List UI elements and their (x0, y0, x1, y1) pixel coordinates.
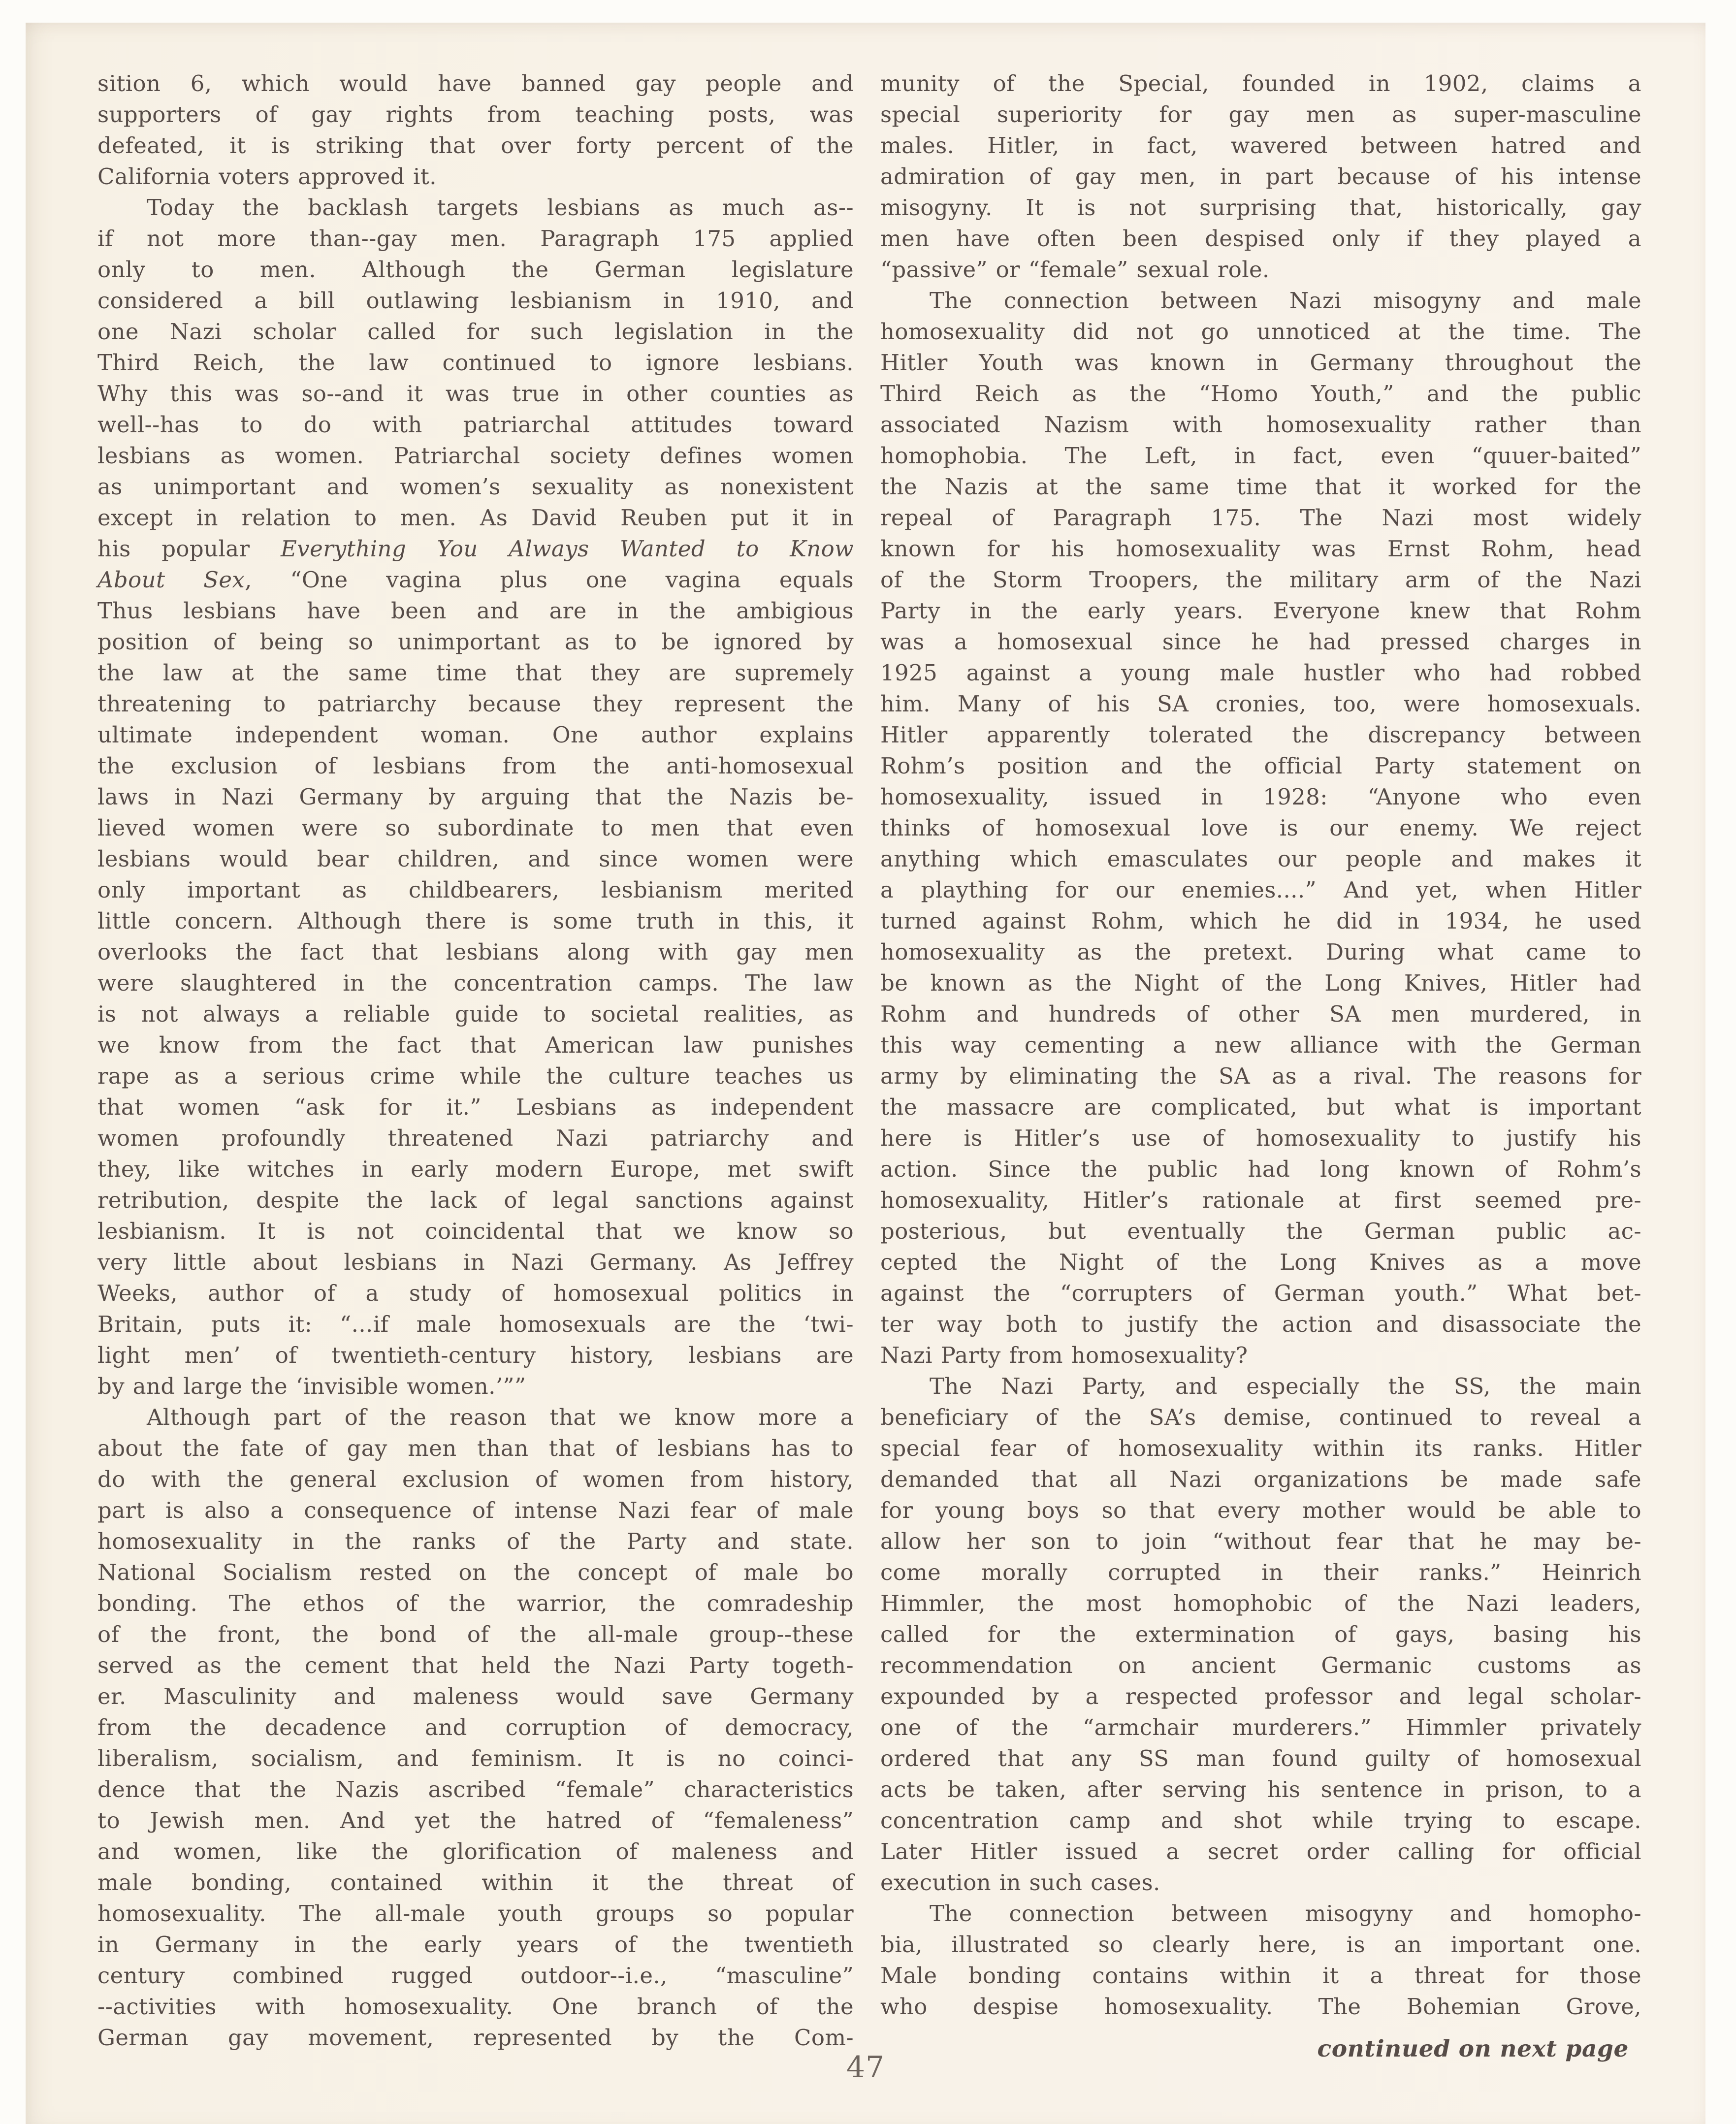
body-text: the Nazis at the same time that it worked for the (880, 474, 1641, 500)
text-line (880, 1464, 1641, 1495)
body-text: defeated, it is striking that over forty percent of the (97, 132, 854, 159)
text-line (97, 1247, 854, 1278)
body-text: come morally corrupted in their ranks.” Heinrich (880, 1559, 1641, 1585)
text-line (880, 1495, 1641, 1526)
text-line (880, 1929, 1641, 1960)
body-text: males. Hitler, in fact, wavered between hatred and (880, 132, 1641, 159)
body-text: thinks of homosexual love is our enemy. We reject (880, 815, 1641, 841)
body-text: in Germany in the early years of the twentieth (97, 1931, 854, 1958)
text-line (97, 719, 854, 750)
body-text: women profoundly threatened Nazi patriarchy and (97, 1125, 854, 1151)
body-text: --activities with homosexuality. One branch of the (97, 1994, 854, 2020)
italic-text: About Sex (97, 567, 245, 593)
text-line (97, 1898, 854, 1929)
text-line (97, 1681, 854, 1712)
body-text: army by eliminating the SA as a rival. The reasons for (880, 1063, 1641, 1089)
body-text: century combined rugged outdoor--i.e., “masculine” (97, 1963, 854, 1989)
body-text: bonding. The ethos of the warrior, the comradeship (97, 1590, 854, 1616)
text-line (880, 781, 1641, 812)
body-text: special superiority for gay men as super-masculine (880, 101, 1641, 128)
text-line (97, 1836, 854, 1867)
text-line (880, 254, 1641, 285)
body-text: turned against Rohm, which he did in 1934, he used (880, 908, 1641, 934)
body-text: about the fate of gay men than that of lesbians has to (97, 1435, 854, 1461)
text-line (97, 1185, 854, 1216)
text-line (97, 1309, 854, 1340)
body-text: posterious, but eventually the German public ac- (880, 1218, 1641, 1244)
text-line (97, 1433, 854, 1464)
body-text: we know from the fact that American law punishes (97, 1032, 854, 1058)
text-line (97, 1495, 854, 1526)
page-number: 47 (846, 2050, 885, 2085)
text-line (97, 347, 854, 378)
text-line (880, 1867, 1641, 1898)
text-line (97, 1712, 854, 1743)
body-text: rape as a serious crime while the culture teaches us (97, 1063, 854, 1089)
body-text: cepted the Night of the Long Knives as a move (880, 1249, 1641, 1275)
body-text: execution in such cases. (880, 1869, 1160, 1896)
text-line (97, 378, 854, 409)
text-line (97, 440, 854, 471)
text-line (97, 564, 854, 595)
text-line (880, 1185, 1641, 1216)
text-line (880, 347, 1641, 378)
text-line (880, 1402, 1641, 1433)
body-text: demanded that all Nazi organizations be made safe (880, 1466, 1641, 1492)
body-text: Rohm and hundreds of other SA men murdered, in (880, 1001, 1641, 1027)
text-line (880, 316, 1641, 347)
body-text: to Jewish men. And yet the hatred of “femaleness” (97, 1807, 854, 1834)
body-text: The connection between Nazi misogyny and male (930, 288, 1641, 314)
text-line (880, 223, 1641, 254)
text-line (880, 1960, 1641, 1991)
text-line (97, 843, 854, 874)
text-line (880, 502, 1641, 533)
body-text: homosexuality, issued in 1928: “Anyone who even (880, 784, 1641, 810)
text-line (880, 409, 1641, 440)
body-text: Himmler, the most homophobic of the Nazi leaders, (880, 1590, 1641, 1616)
text-line (880, 750, 1641, 781)
body-text: men have often been despised only if they played a (880, 225, 1641, 252)
text-line (880, 1774, 1641, 1805)
body-text: a plaything for our enemies....” And yet, when Hitler (880, 877, 1641, 903)
body-text: laws in Nazi Germany by arguing that the Nazis be- (97, 784, 854, 810)
text-line (880, 1743, 1641, 1774)
text-line (97, 1061, 854, 1092)
body-text: ter way both to justify the action and disassociate the (880, 1311, 1641, 1337)
body-text: homosexuality, Hitler’s rationale at first seemed pre- (880, 1187, 1641, 1213)
text-line (97, 1464, 854, 1495)
text-line (880, 1247, 1641, 1278)
body-text: male bonding, contained within it the threat of (97, 1869, 854, 1896)
body-text: threatening to patriarchy because they represent the (97, 691, 854, 717)
text-line (880, 1712, 1641, 1743)
body-text: Hitler Youth was known in Germany throughout the (880, 350, 1641, 376)
body-text: anything which emasculates our people and makes it (880, 846, 1641, 872)
continued-note: continued on next page (1317, 2035, 1629, 2062)
body-text: repeal of Paragraph 175. The Nazi most widely (880, 505, 1641, 531)
text-line (97, 998, 854, 1030)
body-text: retribution, despite the lack of legal sanctions against (97, 1187, 854, 1213)
body-text: action. Since the public had long known of Rohm’s (880, 1156, 1641, 1182)
text-line (97, 781, 854, 812)
body-text: for young boys so that every mother would be able to (880, 1497, 1641, 1523)
text-line (880, 378, 1641, 409)
text-line (880, 130, 1641, 161)
body-text: homosexuality as the pretext. During what came to (880, 939, 1641, 965)
body-text: Party in the early years. Everyone knew that Rohm (880, 598, 1641, 624)
body-text: considered a bill outlawing lesbianism in 1910, and (97, 288, 854, 314)
body-text: bia, illustrated so clearly here, is an important one. (880, 1931, 1641, 1958)
body-text: Nazi Party from homosexuality? (880, 1342, 1248, 1368)
text-line (880, 99, 1641, 130)
text-line (880, 1371, 1641, 1402)
text-line (97, 1774, 854, 1805)
body-text: the exclusion of lesbians from the anti-homosexual (97, 753, 854, 779)
text-line (97, 657, 854, 688)
text-line (880, 905, 1641, 936)
body-text: one Nazi scholar called for such legislation in the (97, 319, 854, 345)
body-text: Male bonding contains within it a threat for those (880, 1963, 1641, 1989)
text-line (880, 1805, 1641, 1836)
body-text: associated Nazism with homosexuality rather than (880, 412, 1641, 438)
text-line (880, 1619, 1641, 1650)
text-line (97, 1650, 854, 1681)
body-text: position of being so unimportant as to be ignored by (97, 629, 854, 655)
text-line (880, 812, 1641, 843)
text-line (880, 1526, 1641, 1557)
text-line (880, 843, 1641, 874)
body-text: Thus lesbians have been and are in the ambigious (97, 598, 854, 624)
body-text: him. Many of his SA cronies, too, were homosexuals. (880, 691, 1641, 717)
text-line (880, 1588, 1641, 1619)
body-text: homosexuality did not go unnoticed at the time. The (880, 319, 1641, 345)
text-line (97, 254, 854, 285)
body-text: only to men. Although the German legislature (97, 257, 854, 283)
body-text: er. Masculinity and maleness would save Germany (97, 1683, 854, 1709)
body-text: ordered that any SS man found guilty of homosexual (880, 1745, 1641, 1771)
body-text: served as the cement that held the Nazi Party togeth- (97, 1652, 854, 1678)
body-text: munity of the Special, founded in 1902, claims a (880, 70, 1641, 97)
text-line (880, 1154, 1641, 1185)
body-text: of the Storm Troopers, the military arm of the Nazi (880, 567, 1641, 593)
text-line (880, 1216, 1641, 1247)
text-line (880, 1681, 1641, 1712)
text-line (97, 750, 854, 781)
body-text: only important as childbearers, lesbianism merited (97, 877, 854, 903)
body-text: known for his homosexuality was Ernst Rohm, head (880, 536, 1641, 562)
body-text: , “One vagina plus one vagina equals (245, 567, 854, 593)
text-line (97, 626, 854, 657)
body-text: ultimate independent woman. One author explains (97, 722, 854, 748)
text-line (97, 99, 854, 130)
body-text: Later Hitler issued a secret order calling for official (880, 1838, 1641, 1865)
body-text: light men’ of twentieth-century history, lesbians are (97, 1342, 854, 1368)
body-text: homosexuality. The all-male youth groups so popular (97, 1900, 854, 1927)
text-line (97, 1154, 854, 1185)
body-text: German gay movement, represented by the Com- (97, 2025, 854, 2051)
body-text: admiration of gay men, in part because of his intense (880, 163, 1641, 190)
text-line (97, 1805, 854, 1836)
text-line (97, 1619, 854, 1650)
body-text: lieved women were so subordinate to men that even (97, 815, 854, 841)
body-text: by and large the ‘invisible women.’”” (97, 1373, 526, 1399)
text-line (97, 1216, 854, 1247)
body-text: special fear of homosexuality within its ranks. Hitler (880, 1435, 1641, 1461)
text-line (97, 1371, 854, 1402)
text-line (97, 1867, 854, 1898)
body-text: his popular (97, 536, 281, 562)
text-line (97, 967, 854, 998)
body-text: called for the extermination of gays, basing his (880, 1621, 1641, 1647)
body-text: the massacre are complicated, but what is important (880, 1094, 1641, 1120)
left-column (97, 68, 854, 2053)
text-line (97, 905, 854, 936)
text-line (880, 1898, 1641, 1929)
body-text: “passive” or “female” sexual role. (880, 257, 1270, 283)
text-line (880, 1433, 1641, 1464)
text-line (880, 626, 1641, 657)
text-line (97, 1340, 854, 1371)
text-line (97, 130, 854, 161)
text-line (880, 936, 1641, 967)
text-line (97, 1588, 854, 1619)
text-line (880, 719, 1641, 750)
text-line (880, 1061, 1641, 1092)
body-text: Rohm’s position and the official Party statement on (880, 753, 1641, 779)
body-text: California voters approved it. (97, 163, 437, 190)
text-line (97, 1030, 854, 1061)
body-text: well--has to do with patriarchal attitudes toward (97, 412, 854, 438)
body-text: Why this was so--and it was true in other counties as (97, 381, 854, 407)
body-text: lesbianism. It is not coincidental that we know so (97, 1218, 854, 1244)
text-line (97, 688, 854, 719)
body-text: liberalism, socialism, and feminism. It is no coinci- (97, 1745, 854, 1771)
body-text: Hitler apparently tolerated the discrepancy between (880, 722, 1641, 748)
text-line (97, 1278, 854, 1309)
text-line (880, 1278, 1641, 1309)
body-text: sition 6, which would have banned gay people and (97, 70, 854, 97)
body-text: Although part of the reason that we know more a (147, 1404, 854, 1430)
text-line (97, 471, 854, 502)
body-text: do with the general exclusion of women from history, (97, 1466, 854, 1492)
body-text: homophobia. The Left, in fact, even “quuer-baited” (880, 443, 1641, 469)
body-text: homosexuality in the ranks of the Party and state. (97, 1528, 854, 1554)
text-line (97, 936, 854, 967)
body-text: were slaughtered in the concentration camps. The law (97, 970, 854, 996)
page (26, 23, 1705, 2124)
text-line (880, 1340, 1641, 1371)
body-text: recommendation on ancient Germanic customs as (880, 1652, 1641, 1678)
text-line (97, 1557, 854, 1588)
body-text: Weeks, author of a study of homosexual politics in (97, 1280, 854, 1306)
body-text: little concern. Although there is some truth in this, it (97, 908, 854, 934)
text-line (97, 161, 854, 192)
body-text: this way cementing a new alliance with the German (880, 1032, 1641, 1058)
body-text: from the decadence and corruption of democracy, (97, 1714, 854, 1740)
text-line (880, 1309, 1641, 1340)
body-text: concentration camp and shot while trying to escape. (880, 1807, 1641, 1834)
text-line (880, 1092, 1641, 1123)
body-text: of the front, the bond of the all-male group--these (97, 1621, 854, 1647)
text-line (97, 502, 854, 533)
text-line (97, 1960, 854, 1991)
text-line (880, 68, 1641, 99)
text-line (97, 68, 854, 99)
body-text: The connection between misogyny and homopho- (930, 1900, 1641, 1927)
body-text: National Socialism rested on the concept of male bo (97, 1559, 854, 1585)
body-text: supporters of gay rights from teaching posts, was (97, 101, 854, 128)
body-text: overlooks the fact that lesbians along with gay men (97, 939, 854, 965)
body-text: expounded by a respected professor and legal scholar- (880, 1683, 1641, 1709)
body-text: acts be taken, after serving his sentence in prison, to a (880, 1776, 1641, 1802)
body-text: Third Reich as the “Homo Youth,” and the public (880, 381, 1641, 407)
text-line (880, 285, 1641, 316)
text-line (880, 1836, 1641, 1867)
text-line (880, 657, 1641, 688)
body-text: that women “ask for it.” Lesbians as independent (97, 1094, 854, 1120)
text-line (880, 1557, 1641, 1588)
body-text: lesbians as women. Patriarchal society defines women (97, 443, 854, 469)
text-line (880, 1030, 1641, 1061)
text-line (97, 874, 854, 905)
body-text: Third Reich, the law continued to ignore lesbians. (97, 350, 854, 376)
body-text: and women, like the glorification of maleness and (97, 1838, 854, 1865)
body-text: 1925 against a young male hustler who had robbed (880, 660, 1641, 686)
body-text: part is also a consequence of intense Nazi fear of male (97, 1497, 854, 1523)
body-text: The Nazi Party, and especially the SS, the main (930, 1373, 1641, 1399)
text-line (880, 874, 1641, 905)
text-line (97, 1991, 854, 2022)
text-line (880, 192, 1641, 223)
text-line (97, 812, 854, 843)
text-line (97, 285, 854, 316)
text-line (880, 564, 1641, 595)
text-line (880, 998, 1641, 1030)
body-text: dence that the Nazis ascribed “female” characteristics (97, 1776, 854, 1802)
body-text: misogyny. It is not surprising that, historically, gay (880, 194, 1641, 221)
italic-text: Everything You Always Wanted to Know (281, 536, 854, 562)
body-text: was a homosexual since he had pressed charges in (880, 629, 1641, 655)
body-text: one of the “armchair murderers.” Himmler privately (880, 1714, 1641, 1740)
body-text: Britain, puts it: “...if male homosexuals are the ‘twi- (97, 1311, 854, 1337)
text-line (97, 595, 854, 626)
text-line (880, 595, 1641, 626)
body-text: here is Hitler’s use of homosexuality to justify his (880, 1125, 1641, 1151)
body-text: if not more than--gay men. Paragraph 175 applied (97, 225, 854, 252)
text-line (880, 440, 1641, 471)
text-line (880, 967, 1641, 998)
text-line (880, 1123, 1641, 1154)
text-line (97, 2022, 854, 2053)
body-text: as unimportant and women’s sexuality as nonexistent (97, 474, 854, 500)
text-line (880, 533, 1641, 564)
text-line (97, 223, 854, 254)
text-line (880, 1650, 1641, 1681)
body-text: except in relation to men. As David Reuben put it in (97, 505, 854, 531)
text-line (97, 1526, 854, 1557)
text-line (97, 1743, 854, 1774)
text-line (880, 471, 1641, 502)
body-text: who despise homosexuality. The Bohemian Grove, (880, 1994, 1641, 2020)
text-line (880, 688, 1641, 719)
body-text: be known as the Night of the Long Knives, Hitler had (880, 970, 1641, 996)
body-text: lesbians would bear children, and since women were (97, 846, 854, 872)
body-text: beneficiary of the SA’s demise, continued to reveal a (880, 1404, 1641, 1430)
body-text: the law at the same time that they are supremely (97, 660, 854, 686)
right-column (880, 68, 1641, 2022)
body-text: very little about lesbians in Nazi Germany. As Jeffrey (97, 1249, 854, 1275)
text-line (97, 409, 854, 440)
text-line (880, 1991, 1641, 2022)
text-line (97, 1092, 854, 1123)
text-line (97, 1402, 854, 1433)
text-line (97, 533, 854, 564)
body-text: is not always a reliable guide to societal realities, as (97, 1001, 854, 1027)
body-text: against the “corrupters of German youth.” What bet- (880, 1280, 1641, 1306)
text-line (97, 192, 854, 223)
text-line (97, 1929, 854, 1960)
body-text: allow her son to join “without fear that he may be- (880, 1528, 1641, 1554)
text-line (97, 316, 854, 347)
text-line (97, 1123, 854, 1154)
text-line (880, 161, 1641, 192)
body-text: Today the backlash targets lesbians as much as-- (147, 194, 854, 221)
body-text: they, like witches in early modern Europe, met swift (97, 1156, 854, 1182)
